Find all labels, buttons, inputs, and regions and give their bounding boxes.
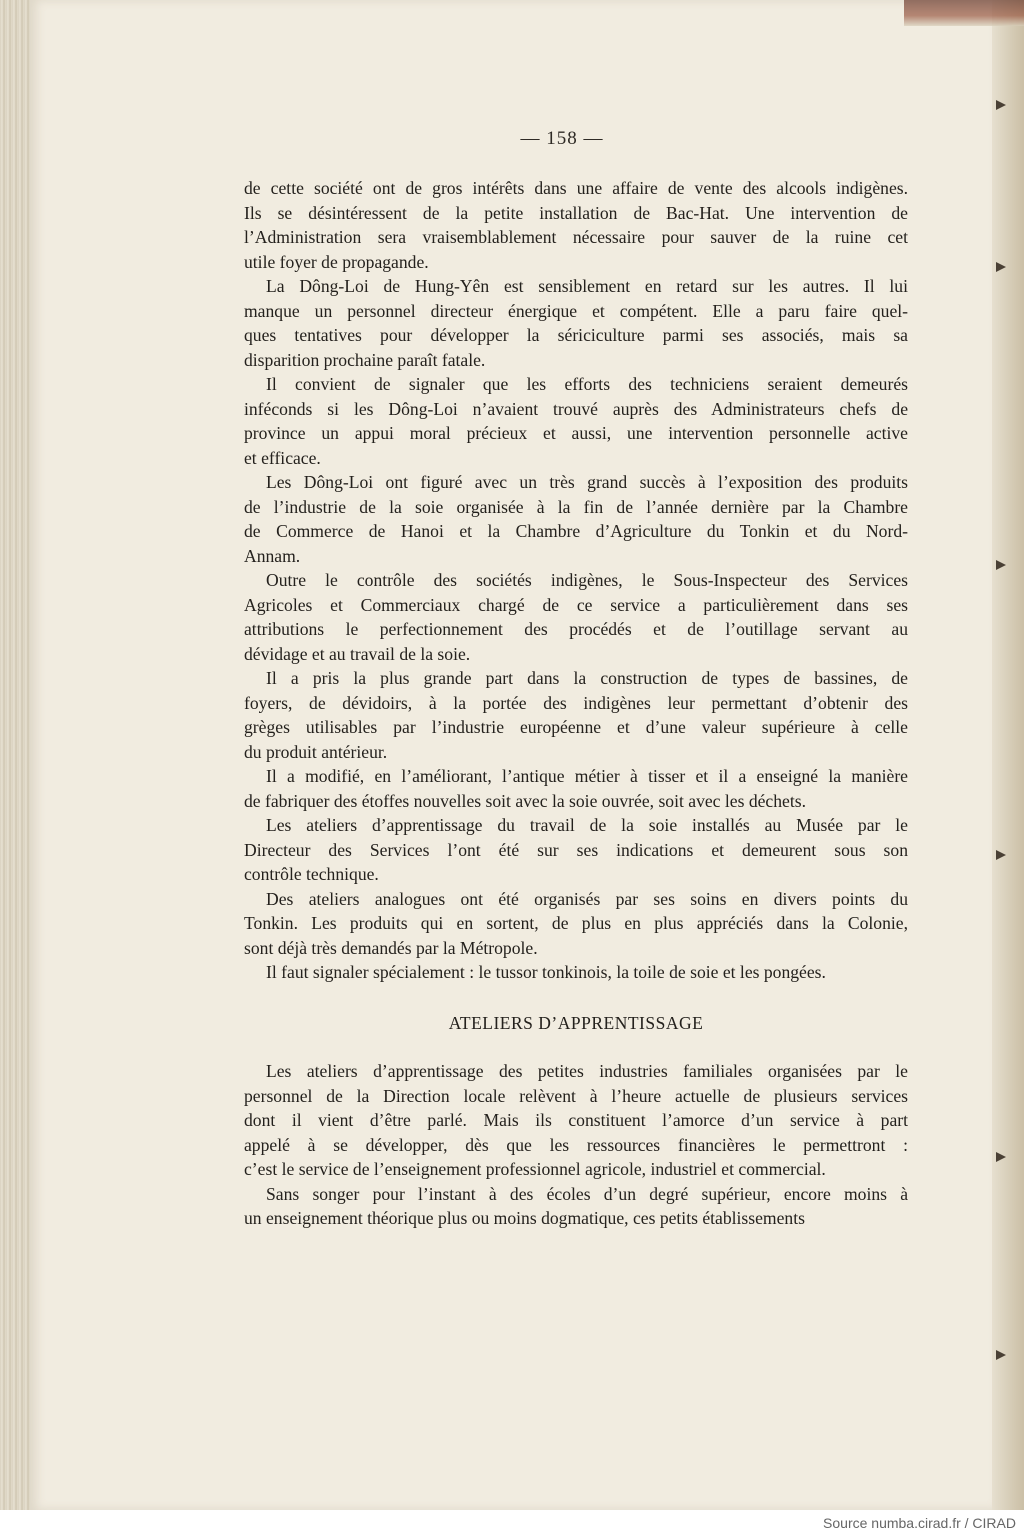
page-number: — 158 — [520, 128, 604, 149]
text-line: contrôle technique. [244, 864, 379, 884]
text-line: Les Dông-Loi ont figuré avec un très grand succès à l’exposition des produits [266, 472, 908, 492]
paragraph [244, 274, 908, 372]
margin-tab-marker [996, 850, 1006, 860]
paragraph [244, 960, 908, 985]
text-line: ques tentatives pour développer la sériciculture parmi ses associés, mais sa [244, 325, 908, 345]
text-line: Les ateliers d’apprentissage du travail de la soie installés au Musée par le [266, 815, 908, 835]
section-paragraphs [244, 1059, 908, 1231]
binding-corner [904, 0, 1024, 26]
text-line: personnel de la Direction locale relèvent à l’heure actuelle de plusieurs services [244, 1085, 908, 1106]
text-line: du produit antérieur. [244, 741, 388, 762]
text-line: appelé à se développer, dès que les ressources financières le permettront : [244, 1134, 908, 1155]
text-line: de Commerce de Hanoi et la Chambre d’Agriculture du Tonkin et du Nord- [244, 521, 908, 541]
text-line: un enseignement théorique plus ou moins dogmatique, ces petits établissements [244, 1208, 805, 1228]
text-line: l’Administration sera vraisemblablement nécessaire pour sauver de la ruine cet [244, 227, 908, 247]
source-credit: Source numba.cirad.fr / CIRAD [823, 1515, 1016, 1531]
text-line: Les ateliers d’apprentissage des petites industries familiales organisées par le [266, 1061, 908, 1081]
margin-tab-marker [996, 1152, 1006, 1162]
text-line: Sans songer pour l’instant à des écoles d’un degré supérieur, encore moins à [266, 1183, 908, 1204]
paragraph [244, 470, 908, 568]
paragraph [244, 1182, 908, 1231]
text-line: c’est le service de l’enseignement professionnel agricole, industriel et commercial. [244, 1159, 826, 1179]
body-text [244, 176, 908, 1231]
margin-tab-marker [996, 1350, 1006, 1360]
text-line: Il faut signaler spécialement : le tussor tonkinois, la toile de soie et les pongées. [266, 962, 826, 982]
text-line: Des ateliers analogues ont été organisés par ses soins en divers points du [266, 888, 908, 909]
text-line: dévidage et au travail de la soie. [244, 643, 471, 664]
section-heading: ATELIERS D’APPRENTISSAGE [448, 1012, 704, 1033]
paragraph [244, 568, 908, 666]
margin-tab-marker [996, 100, 1006, 110]
text-line: de l’industrie de la soie organisée à la fin de l’année dernière par la Chambre [244, 496, 908, 517]
paragraph [244, 666, 908, 764]
text-line: Agricoles et Commerciaux chargé de ce service a particulièrement dans ses [244, 594, 908, 615]
text-line: disparition prochaine paraît fatale. [244, 349, 486, 370]
page-stack-edge [0, 0, 30, 1510]
text-line: Il a modifié, en l’améliorant, l’antique métier à tisser et il a enseigné la manière [266, 766, 908, 786]
paragraph [244, 813, 908, 887]
text-line: inféconds si les Dông-Loi n’avaient trouvé auprès des Administrateurs chefs de [244, 398, 908, 419]
text-line: grèges utilisables par l’industrie européenne et d’une valeur supérieure à celle [244, 717, 908, 737]
paragraph [244, 764, 908, 813]
margin-tab-marker [996, 262, 1006, 272]
text-line: et efficace. [244, 447, 321, 468]
text-line: attributions le perfectionnement des procédés et de l’outillage servant au [244, 619, 908, 639]
text-line: Directeur des Services l’ont été sur ses indications et demeurent sous son [244, 839, 908, 860]
margin-tab-marker [996, 560, 1006, 570]
text-line: foyers, de dévidoirs, à la portée des indigènes leur permettant d’obtenir des [244, 692, 908, 713]
text-line: Il convient de signaler que les efforts des techniciens seraient demeurés [266, 374, 908, 394]
text-line: dont il vient d’être parlé. Mais ils constituent l’amorce d’un service à part [244, 1110, 908, 1130]
text-line: Annam. [244, 545, 301, 566]
paragraph [244, 887, 908, 961]
text-line: sont déjà très demandés par la Métropole. [244, 937, 538, 958]
text-line: Ils se désintéressent de la petite installation de Bac-Hat. Une intervention de [244, 202, 908, 223]
text-line: utile foyer de propagande. [244, 251, 429, 272]
fore-edge [992, 0, 1024, 1510]
paragraph [244, 1059, 908, 1182]
paragraph [244, 372, 908, 470]
text-line: Il a pris la plus grande part dans la construction de types de bassines, de [266, 668, 908, 688]
text-line: de fabriquer des étoffes nouvelles soit avec la soie ouvrée, soit avec les déchets. [244, 790, 806, 811]
text-line: Outre le contrôle des sociétés indigènes, le Sous-Inspecteur des Services [266, 570, 908, 590]
text-line: de cette société ont de gros intérêts dans une affaire de vente des alcools indigènes. [244, 178, 908, 198]
text-line: La Dông-Loi de Hung-Yên est sensiblement en retard sur les autres. Il lui [266, 276, 908, 296]
paragraph [244, 176, 908, 274]
main-paragraphs [244, 176, 908, 985]
text-line: Tonkin. Les produits qui en sortent, de plus en plus appréciés dans la Colonie, [244, 913, 908, 933]
text-line: province un appui moral précieux et aussi, une intervention personnelle active [244, 423, 908, 443]
text-line: manque un personnel directeur énergique et compétent. Elle a paru faire quel- [244, 300, 908, 321]
